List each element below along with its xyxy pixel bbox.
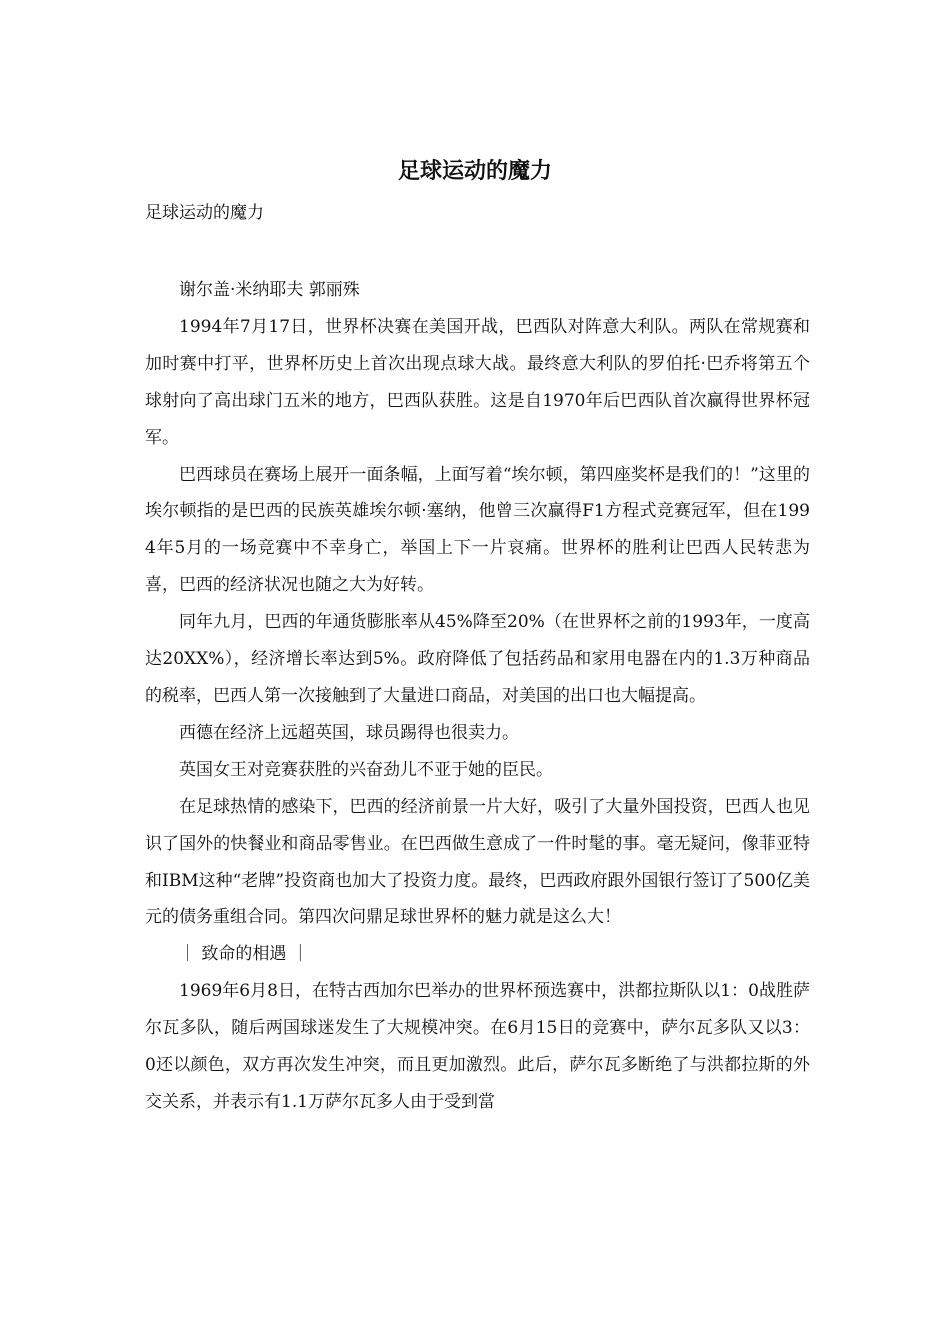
body-paragraph: 1969年6月8日，在特古西加尔巴举办的世界杯预选赛中，洪都拉斯队以1：0战胜萨尔瓦多队，随后两国球迷发生了大规模冲突。在6月15日的竞赛中，萨尔瓦多队又以3：0还以颜色，双方再次发生冲突，而且更加激烈。此后，萨尔瓦多断绝了与洪都拉斯的外交关系，并表示有1.1万萨尔瓦多人由于受到當 <box>145 981 810 1112</box>
section-heading: ｜ 致命的相遇 ｜ <box>179 944 309 965</box>
body-paragraph: 英国女王对竞赛获胜的兴奋劲儿不亚于她的臣民。 <box>179 759 553 780</box>
body-paragraph: 巴西球员在赛场上展开一面条幅，上面写着“埃尔顿，第四座奖杯是我们的！”这里的埃尔顿指的是巴西的民族英雄埃尔顿·塞纳，他曾三次赢得F1方程式竞赛冠军，但在1994年5月的一场竞赛中不幸身亡，举国上下一片哀痛。世界杯的胜利让巴西人民转悲为喜，巴西的经济状况也随之大为好转。 <box>145 464 810 596</box>
body-paragraph: 同年九月，巴西的年通货膨胀率从45%降至20%（在世界杯之前的1993年，一度高达20XX%），经济增长率达到5%。政府降低了包括药品和家用电器在内的1.3万种商品的税率，巴西人第一次接触到了大量进口商品，对美国的出口也大幅提高。 <box>145 612 810 706</box>
body-paragraph: 西德在经济上远超英国，球员踢得也很卖力。 <box>179 722 519 743</box>
body-paragraph: 1994年7月17日，世界杯决赛在美国开战，巴西队对阵意大利队。两队在常规赛和加时赛中打平，世界杯历史上首次出现点球大战。最终意大利队的罗伯托·巴乔将第五个球射向了高出球门五米的地方，巴西队获胜。这是自1970年后巴西队首次赢得世界杯冠军。 <box>145 316 810 448</box>
author-line: 谢尔盖·米纳耶夫 郭丽殊 <box>179 280 360 300</box>
document-title: 足球运动的魔力 <box>397 158 552 184</box>
document-subtitle: 足球运动的魔力 <box>145 203 264 223</box>
body-paragraph: 在足球热情的感染下，巴西的经济前景一片大好，吸引了大量外国投资，巴西人也见识了国外的快餐业和商品零售业。在巴西做生意成了一件时髦的事。毫无疑问，像菲亚特和IBM这种“老牌”投资商也加大了投资力度。最终，巴西政府跟外国银行签订了500亿美元的债务重组合同。第四次问鼎足球世界杯的魅力就是这么大！ <box>145 796 810 928</box>
document-body <box>145 272 810 1121</box>
